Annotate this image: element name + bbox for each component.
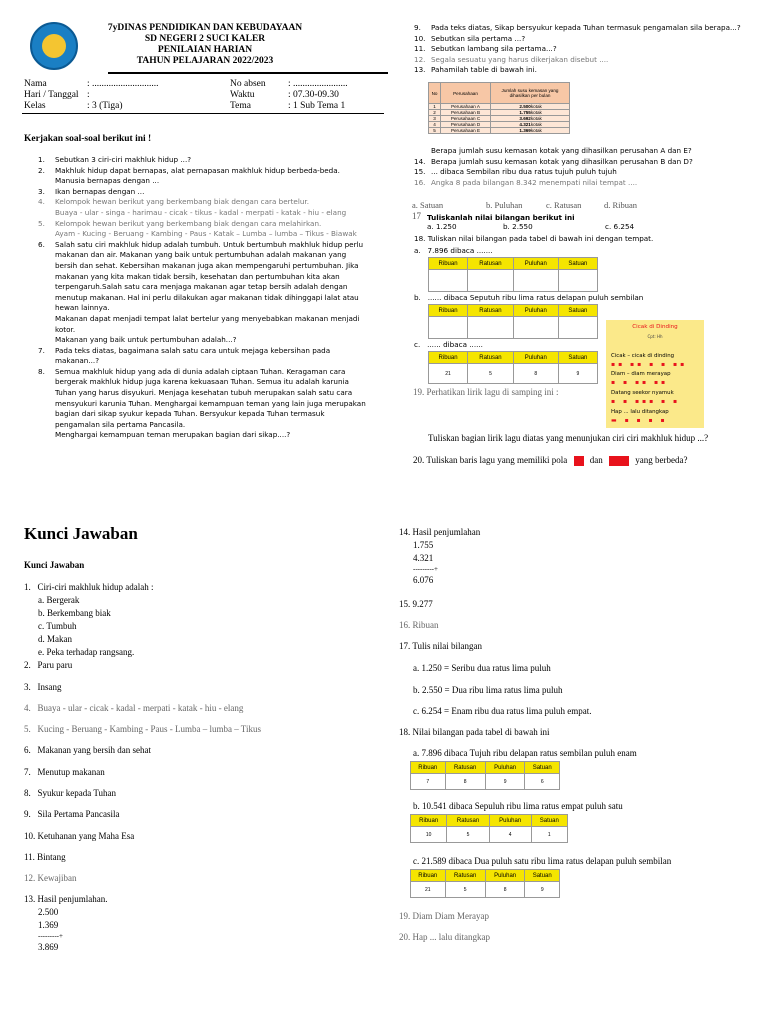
question-text: Tuliskan nilai bilangan pada tabel di bawah ini dengan tempat. [427, 234, 654, 243]
table-header: Ratusan [445, 870, 485, 882]
absen-value: : ....................... [288, 79, 348, 89]
answer-text: Ribuan [412, 620, 439, 630]
answer-text: Nilai bilangan pada tabel di bawah ini [412, 727, 550, 737]
table-cell: 5 [468, 364, 514, 384]
info-rule [22, 113, 384, 114]
pattern-marks: ▪ ▪ ▪▪▪ ▪ ▪ [611, 398, 681, 405]
answer-17a: a. 1.250 = Seribu dua ratus lima puluh [413, 663, 551, 673]
question-text: Ikan bernapas dengan ... [55, 186, 145, 196]
question-16: 16. Angka 8 pada bilangan 8.342 menempati nilai tempat .... [414, 177, 638, 187]
question-line [38, 430, 378, 441]
question-line [38, 303, 378, 314]
answer-text: Hasil penjumlahan [412, 527, 481, 537]
table-header: Jumlah susu kemasan yang dihasilkan per bulan [491, 83, 570, 104]
table-cell: Perusahaan D [441, 122, 491, 128]
table-cell: 8 [513, 364, 558, 384]
question-text: mensyukuri karunia Tuhan. Menghargai kemampuan teman yang lain juga merupakan [55, 398, 366, 408]
answer-text: Hasil penjumlahan. [37, 894, 108, 904]
question-text: Semua makhluk hidup yang ada di dunia adalah ciptaan Tuhan. Keragaman cara [55, 366, 346, 376]
answer-text: 4.321 [413, 553, 434, 563]
question-text: makanan...? [55, 356, 100, 366]
question-1: 1. Sebutkan 3 ciri-ciri makhluk hidup ...? [38, 155, 192, 164]
questions-left [38, 155, 378, 441]
table-row [411, 827, 568, 843]
table-cell: 9 [485, 774, 525, 790]
table-row [429, 317, 598, 339]
table-cell: 9 [558, 364, 597, 384]
question-line [38, 208, 378, 219]
question-7: 7. Pada teks diatas, bagaimana salah satu cara untuk mejaga kebersihan pada [38, 345, 331, 355]
q18a-label: a. 7.896 dibaca ....... [414, 246, 493, 255]
table-cell: 9 [525, 882, 560, 898]
instruction: Kerjakan soal-soal berikut ini ! [24, 134, 152, 144]
question-15: 15. ... dibaca Sembilan ribu dua ratus tujuh puluh tujuh [414, 167, 617, 177]
answer-text: Paru paru [37, 660, 73, 670]
song-line-1: Cicak – cicak di dinding [611, 353, 675, 359]
table-header: Satuan [558, 352, 597, 364]
table-header: Ratusan [445, 762, 485, 774]
question-text: Sebutkan 3 ciri-ciri makhluk hidup ...? [55, 155, 192, 164]
answer-18a: a. 7.896 dibaca Tujuh ribu delapan ratus sembilan puluh enam [413, 748, 637, 758]
header-line1: 7yDINAS PENDIDIKAN DAN KEBUDAYAAN [107, 23, 303, 33]
table-cell: Perusahaan E [441, 128, 491, 134]
answer-text: c. Tumbuh [38, 621, 77, 631]
answer-table-a [410, 761, 560, 790]
question-13: 13. Pahamilah table di bawah ini. [414, 65, 537, 75]
sum-14 [399, 539, 480, 587]
waktu-value: : 07.30-09.30 [288, 90, 339, 100]
answer-text: Hap ... lalu ditangkap [412, 932, 490, 942]
answer-text: d. Makan [38, 634, 72, 644]
table-cell: 4.321 [491, 122, 531, 128]
table-row [411, 882, 560, 898]
answer-2: 2. Paru paru [24, 660, 73, 670]
table-header: Ratusan [468, 258, 514, 270]
option: c. 6.254 [605, 222, 635, 231]
question-text: hewan lainnya. [55, 303, 110, 313]
question-20: 20. Tuliskan baris lagu yang memiliki pola dan yang berbeda? [413, 455, 688, 465]
question-text: Ayam - Kucing - Beruang - Kambing - Paus - Katak – Lumba – lumba – Tikus - Biawak [55, 229, 357, 239]
question-text: Angka 8 pada bilangan 8.342 menempati nilai tempat .... [431, 177, 638, 187]
table-cell: 21 [411, 882, 446, 898]
answer-12: 12. Kewajiban [24, 873, 77, 883]
question-text: Tuhan yang harus disyukuri. Menjaga kesehatan tubuh merupakan salah satu cara [55, 388, 353, 398]
table-cell: 1 [531, 827, 567, 843]
question-text: bagian dari sikap syukur kepada Tuhan. Bersyukur kepada Tuhan termasuk [55, 409, 325, 419]
answer-18: 18. Nilai bilangan pada tabel di bawah ini [399, 727, 550, 737]
answers-left [24, 581, 384, 659]
answer-text: Diam Diam Merayap [412, 911, 489, 921]
table-header: Puluhan [513, 352, 558, 364]
song-box [606, 320, 704, 428]
question-text: 7.896 dibaca ....... [427, 246, 493, 255]
question-text: Makanan yang baik untuk pertumbuhan adalah...? [55, 335, 237, 345]
question-text: makanan yang kita makan tidak bersih, kesehatan dan pertumbuhan kita akan [55, 271, 340, 281]
table-cell: 7 [411, 774, 446, 790]
table-cell: 4 [429, 122, 441, 128]
header-line4: TAHUN PELAJARAN 2022/2023 [136, 56, 274, 66]
answer-text: Sila Pertama Pancasila [37, 809, 120, 819]
table-header: Ratusan [468, 305, 514, 317]
question-text: Segala sesuatu yang harus dikerjakan disebut .... [431, 54, 609, 64]
answer-11: 11. Bintang [24, 852, 66, 862]
table-cell: 4 [489, 827, 531, 843]
table-header: Puluhan [485, 762, 525, 774]
question-19: 19. Perhatikan lirik lagu di samping ini : [413, 387, 559, 397]
answer-text: Menutup makanan [37, 767, 105, 777]
questions-right-2 [414, 146, 759, 188]
answer-key-subtitle: Kunci Jawaban [24, 560, 85, 570]
table-cell: 3 [429, 116, 441, 122]
table-cell: 3.692 [491, 116, 531, 122]
question-text: Perhatikan lirik lagu di samping ini : [426, 387, 559, 397]
song-line-4: Hap ... lalu ditangkap [611, 409, 669, 415]
question-18: 18. Tuliskan nilai bilangan pada tabel di bawah ini dengan tempat. [414, 234, 654, 243]
question-line [38, 356, 378, 367]
pattern-marks: ▪▪ ▪▪ ▪ ▪ ▪▪ [611, 361, 688, 368]
table-header: Perusahaan [441, 83, 491, 104]
answer-text: b. Berkembang biak [38, 608, 111, 618]
answer-text: Insang [37, 682, 62, 692]
table-cell: 1.369 [491, 128, 531, 134]
answer-text: Kucing - Beruang - Kambing - Paus - Lumba – lumba – Tikus [37, 724, 261, 734]
table-cell: kotak [531, 122, 570, 128]
answer-text: Kewajiban [37, 873, 77, 883]
table-header: No [429, 83, 441, 104]
question-text: ...... dibaca ...... [427, 340, 483, 349]
question-2: 2. Makhluk hidup dapat bernapas, alat pernapasan makhluk hidup berbeda-beda. [38, 165, 340, 175]
answer-15: 15. 9.277 [399, 599, 433, 609]
table-header: Ribuan [411, 762, 446, 774]
answer-1: 1. Ciri-ciri makhluk hidup adalah : [24, 582, 154, 592]
sum-13 [24, 906, 107, 954]
answer-18b: b. 10.541 dibaca Sepuluh ribu lima ratus empat puluh satu [413, 801, 623, 811]
question-text: Berapa jumlah susu kemasan kotak yang dihasilkan perusahan B dan D? [431, 156, 693, 166]
question-text: ... dibaca Sembilan ribu dua ratus tujuh puluh tujuh [431, 167, 617, 177]
question-text: makanan dan air. Makanan yang baik untuk pertumbuhan adalah makanan yang [55, 250, 347, 260]
table-header: Ribuan [411, 870, 446, 882]
question-text: Salah satu ciri makhluk hidup adalah tumbuh. Untuk bertumbuh makhluk hidup perlu [55, 239, 364, 249]
table-cell: 5 [429, 128, 441, 134]
table-cell: Perusahaan B [441, 110, 491, 116]
question-line [38, 325, 378, 336]
table-cell: kotak [531, 128, 570, 134]
hari-value: : [87, 90, 90, 100]
table-cell: 6 [525, 774, 560, 790]
question-text: menutup makanan. Hal ini perlu dilakukan agar makanan tidak dihinggapi lalat atau [55, 292, 359, 302]
answer-14: 14. Hasil penjumlahan 1.755 4.321 ---------+ 6.076 [399, 527, 481, 585]
table-header: Satuan [531, 815, 567, 827]
table-header: Puluhan [485, 870, 525, 882]
table-header: Puluhan [489, 815, 531, 827]
question-text: dan [589, 455, 603, 465]
table-row [411, 774, 560, 790]
question-text: ...... dibaca Seputuh ribu lima ratus delapan puluh sembilan [427, 293, 644, 302]
question-text: Pada teks diatas, bagaimana salah satu cara untuk mejaga kebersihan pada [55, 345, 331, 355]
option: d. Ribuan [604, 200, 638, 210]
song-title: Cicak di Dinding [632, 324, 678, 330]
company-table [428, 82, 570, 134]
question-8: 8. Semua makhluk hidup yang ada di dunia adalah ciptaan Tuhan. Keragaman cara [38, 366, 346, 376]
header-line2: SD NEGERI 2 SUCI KALER [144, 34, 266, 44]
answer-10: 10. Ketuhanan yang Maha Esa [24, 831, 135, 841]
question-text: Sebutkan sila pertama ...? [431, 33, 526, 43]
answer-13: 13. Hasil penjumlahan. 2.500 1.369 ---------+ 3.869 [24, 894, 108, 952]
q18c-label: c. ...... dibaca ...... [414, 340, 483, 349]
tema-value: : 1 Sub Tema 1 [288, 101, 346, 111]
answer-key-title: Kunci Jawaban [24, 524, 138, 543]
question-line [38, 293, 378, 304]
question-text: Menghargai kemampuan teman merupakan bagian dari sikap....? [55, 430, 291, 440]
answer-text: a. Bergerak [38, 595, 80, 605]
question-line [38, 250, 378, 261]
question-text: yang berbeda? [635, 455, 688, 465]
answer-text: e. Peka terhadap rangsang. [38, 647, 135, 657]
question-text: Manusia bernapas dengan ... [55, 176, 160, 186]
question-line [38, 272, 378, 283]
answer-7: 7. Menutup makanan [24, 767, 105, 777]
table-cell: 1.755 [491, 110, 531, 116]
answer-17: 17. Tulis nilai bilangan [399, 641, 483, 651]
answer-16: 16. Ribuan [399, 620, 439, 630]
question-10: 10. Sebutkan sila pertama ...? [414, 33, 526, 43]
table-row [429, 128, 570, 134]
answer-text: 2.500 [38, 907, 59, 917]
table-header: Satuan [558, 258, 597, 270]
question-4: 4. Kelompok hewan berikut yang berkembang biak dengan cara bertelur. [38, 197, 309, 207]
table-header: Ribuan [429, 352, 468, 364]
question-text: bersih dan sehat. Kebersihan makanan juga akan mempengaruhi pertumbuhan. Jika [55, 260, 359, 270]
answer-text: Ciri-ciri makhluk hidup adalah : [37, 582, 154, 592]
table-row [429, 364, 598, 384]
answer-text: 1.369 [38, 920, 59, 930]
table-row [429, 270, 598, 292]
question-12: 12. Segala sesuatu yang harus dikerjakan disebut .... [414, 54, 609, 64]
table-cell: 5 [447, 827, 489, 843]
question-text: bergerak makhluk hidup juga karena kekuasaan Tuhan. Semua itu adalah karunia [55, 377, 349, 387]
question-text: pengamalan sila pertama Pancasila. [55, 419, 186, 429]
place-table-c [428, 351, 598, 384]
answer-3: 3. Insang [24, 682, 62, 692]
table-cell: 2 [429, 110, 441, 116]
question-6: 6. Salah satu ciri makhluk hidup adalah tumbuh. Untuk bertumbuh makhluk hidup perlu [38, 239, 364, 249]
option: b. Puluhan [486, 200, 523, 210]
question-line [38, 420, 378, 431]
answer-text: Tulis nilai bilangan [412, 641, 483, 651]
question-line [38, 229, 378, 240]
question-line [38, 388, 378, 399]
school-logo [30, 22, 78, 70]
question-text: terpengaruh.Salah satu cara menjaga makanan agar tetap bersih adalah dengan [55, 282, 348, 292]
table-cell: 1 [429, 104, 441, 110]
answer-text: 1.755 [413, 540, 434, 550]
option: a. Satuan [412, 200, 444, 210]
tema-label: Tema [230, 101, 251, 111]
song-line-3: Datang seekor nyamuk [611, 390, 674, 396]
answer-table-b [410, 814, 568, 843]
option: a. 1.250 [427, 222, 457, 231]
question-line [38, 399, 378, 410]
answer-19: 19. Diam Diam Merayap [399, 911, 489, 921]
question-line [38, 409, 378, 420]
question-line [38, 176, 378, 187]
table-cell: 10 [411, 827, 447, 843]
table-cell: kotak [531, 104, 570, 110]
kelas-value: : 3 (Tiga) [87, 101, 123, 111]
waktu-label: Waktu [230, 90, 255, 100]
table-cell: Perusahaan A [441, 104, 491, 110]
answer-table-c [410, 869, 560, 898]
question-text: Buaya - ular - singa - harimau - cicak - tikus - kadal - merpati - katak - hiu - elang [55, 207, 347, 217]
answer-5: 5. Kucing - Beruang - Kambing - Paus - Lumba – lumba – Tikus [24, 724, 261, 734]
place-table-b [428, 304, 598, 339]
answer-17c: c. 6.254 = Enam ribu dua ratus lima puluh empat. [413, 706, 592, 716]
nama-label: Nama [24, 79, 47, 89]
table-header: Puluhan [513, 305, 558, 317]
question-3: 3. Ikan bernapas dengan ... [38, 186, 145, 196]
question-11: 11. Sebutkan lambang sila pertama...? [414, 44, 557, 54]
q18b-label: b. ...... dibaca Seputuh ribu lima ratus delapan puluh sembilan [414, 293, 644, 302]
answer-8: 8. Syukur kepada Tuhan [24, 788, 116, 798]
song-composer: Cpt: Hh [647, 334, 663, 339]
question-line [38, 261, 378, 272]
answer-18c: c. 21.589 dibaca Dua puluh satu ribu lima ratus delapan puluh sembilan [413, 856, 672, 866]
table-header: Ribuan [411, 815, 447, 827]
absen-label: No absen [230, 79, 266, 89]
answer-20: 20. Hap ... lalu ditangkap [399, 932, 490, 942]
answer-17b: b. 2.550 = Dua ribu lima ratus lima puluh [413, 685, 563, 695]
question-line [38, 377, 378, 388]
table-cell: 8 [445, 774, 485, 790]
table-header: Ratusan [447, 815, 489, 827]
question-text: kotor. [55, 324, 76, 334]
nama-value: : ............................ [87, 79, 159, 89]
table-header: Satuan [558, 305, 597, 317]
hari-label: Hari / Tanggal [24, 90, 79, 100]
question-text: Makhluk hidup dapat bernapas, alat pernapasan makhluk hidup berbeda-beda. [55, 165, 340, 175]
question-9: 9. Pada teks diatas, Sikap bersyukur kepada Tuhan termasuk pengamalan sila berapa...? [414, 23, 741, 32]
pattern-marks: ▬ ▪ ▪ ▪ ▪ [611, 417, 668, 424]
question-19b: Tuliskan bagian lirik lagu diatas yang menunjukan ciri ciri makhluk hidup ...? [428, 433, 709, 443]
table-cell: 2.500 [491, 104, 531, 110]
question-text: Pahamilah table di bawah ini. [431, 65, 537, 75]
answer-1-items [24, 594, 384, 659]
question-line [38, 314, 378, 325]
answer-text: 9.277 [412, 599, 433, 609]
table-cell: Perusahaan C [441, 116, 491, 122]
answer-text: ---------+ [413, 565, 438, 573]
q17-number: 17 [412, 211, 421, 221]
question-5: 5. Kelompok hewan berikut yang berkembang biak dengan cara melahirkan. [38, 218, 322, 228]
question-text: Kelompok hewan berikut yang berkembang biak dengan cara bertelur. [55, 197, 309, 207]
answer-text: 6.076 [413, 575, 434, 585]
questions-right [414, 23, 759, 76]
answer-9: 9. Sila Pertama Pancasila [24, 809, 120, 819]
question-14: 14. Berapa jumlah susu kemasan kotak yang dihasilkan perusahan B dan D? [414, 156, 693, 166]
question-text: Berapa jumlah susu kemasan kotak yang dihasilkan perusahan A dan E? [431, 146, 692, 155]
answer-text: Ketuhanan yang Maha Esa [37, 831, 135, 841]
question-text: Makanan dapat menjadi tempat lalat bertelur yang menyebabkan makanan menjadi [55, 313, 360, 323]
question-line [38, 282, 378, 293]
header-rule [108, 72, 388, 74]
table-header: Ribuan [429, 305, 468, 317]
answer-text: ---------+ [38, 932, 63, 940]
answer-text: 3.869 [38, 942, 59, 952]
pattern-marks: ▪ ▪ ▪▪ ▪▪ [611, 379, 669, 386]
header-line3: PENILAIAN HARIAN [157, 45, 253, 55]
question-text: Kelompok hewan berikut yang berkembang biak dengan cara melahirkan. [55, 218, 322, 228]
answer-text: Makanan yang bersih dan sehat [37, 745, 151, 755]
table-header: Ribuan [429, 258, 468, 270]
answer-text: Syukur kepada Tuhan [37, 788, 116, 798]
song-line-2: Diam – diam merayap [611, 371, 671, 377]
option: c. Ratusan [546, 200, 582, 210]
question-line [38, 335, 378, 346]
question-line [414, 146, 759, 157]
question-17: Tuliskanlah nilai bilangan berikut ini [427, 213, 575, 222]
question-text: Sebutkan lambang sila pertama...? [431, 44, 557, 54]
table-header: Satuan [525, 870, 560, 882]
question-text: Pada teks diatas, Sikap bersyukur kepada Tuhan termasuk pengamalan sila berapa...? [431, 23, 741, 32]
question-text: Tuliskan baris lagu yang memiliki pola [426, 455, 568, 465]
kelas-label: Kelas [24, 101, 46, 111]
table-cell: 8 [485, 882, 525, 898]
option: b. 2.550 [503, 222, 533, 231]
short-red-box [574, 456, 584, 466]
long-red-box [609, 456, 629, 466]
answer-text: Bintang [37, 852, 66, 862]
place-table-a [428, 257, 598, 292]
answer-text: Buaya - ular - cicak - kadal - merpati - katak - hiu - elang [37, 703, 244, 713]
table-header: Puluhan [513, 258, 558, 270]
answer-4: 4. Buaya - ular - cicak - kadal - merpati - katak - hiu - elang [24, 703, 244, 713]
table-header: Ratusan [468, 352, 514, 364]
table-cell: 21 [429, 364, 468, 384]
answer-6: 6. Makanan yang bersih dan sehat [24, 745, 151, 755]
table-cell: kotak [531, 110, 570, 116]
table-cell: kotak [531, 116, 570, 122]
table-cell: 5 [445, 882, 485, 898]
table-header: Satuan [525, 762, 560, 774]
